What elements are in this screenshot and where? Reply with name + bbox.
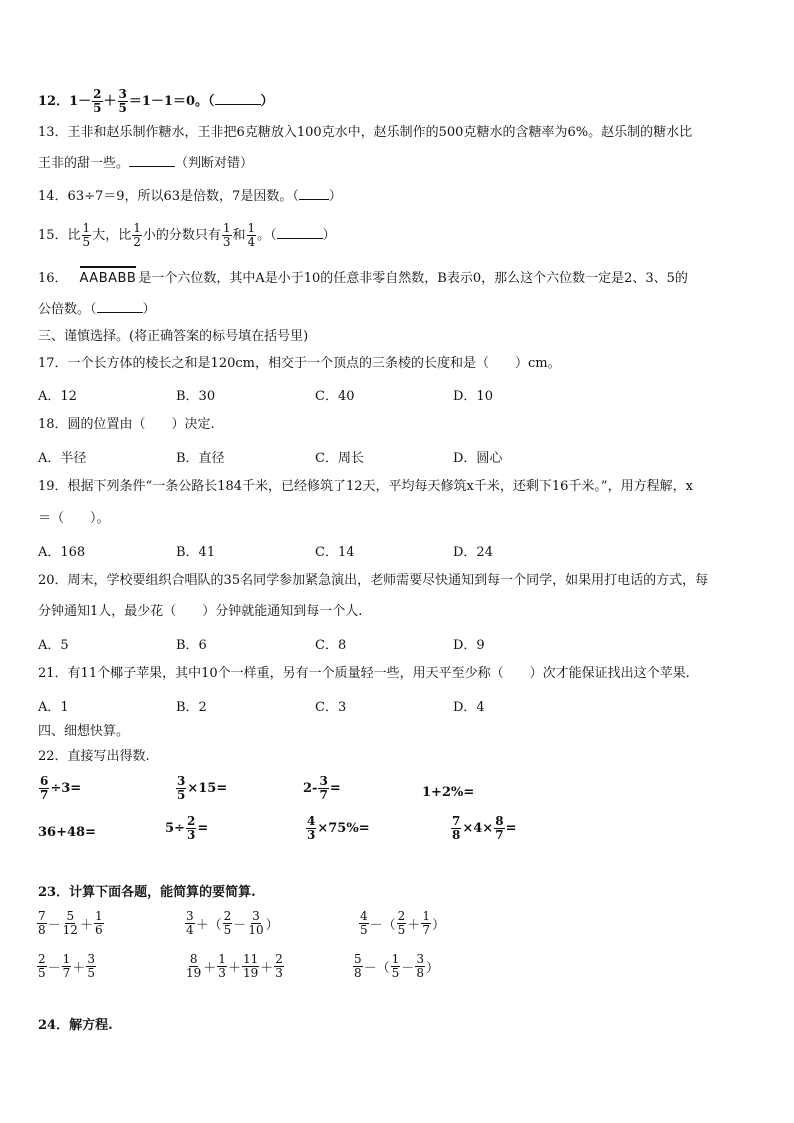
question-15: 15．比 $\frac{1}{5}$ 大，比 $\frac{1}{2}$ 小的分数只有 $\frac{1}{3}$ 和 $\frac{1}{4}$ 。（ ） [38,221,336,249]
answer-blank[interactable] [299,187,329,200]
option-b[interactable]: B．41 [176,545,216,560]
answer-blank[interactable] [97,300,143,313]
question-19-line1: 19．根据下列条件“一条公路长184千米，已经修筑了12天，平均每天修筑x千米，还剩下16千米。”，用方程解，x [38,479,693,494]
fraction: $\frac{1}{2}$ [133,221,141,249]
option-a[interactable]: A．1 [38,700,69,715]
option-b[interactable]: B．6 [176,638,207,653]
question-20-line1: 20．周末，学校要组织合唱队的35名同学参加紧急演出，老师需要尽快通知到每一个同学，如果用打电话的方式，每 [38,573,709,588]
calc-item: $\frac{3}{5}$ ×15= [177,774,228,802]
calc-item: 5÷ $\frac{2}{3}$ = [165,814,209,842]
option-d[interactable]: D．9 [453,638,485,653]
answer-blank[interactable] [215,92,261,105]
question-13-line2: 王非的甜一些。 （判断对错） [38,156,254,171]
fraction: $\frac{2}{5}$ [93,87,102,115]
option-b[interactable]: B．2 [176,700,207,715]
calc-item: 2- $\frac{3}{7}$ = [303,774,341,802]
option-d[interactable]: D．24 [453,545,493,560]
expression: $\frac{3}{4}$ ＋（ $\frac{2}{5}$ － $\frac{3}{10}$ ） [186,909,279,937]
expression: $\frac{2}{5}$ － $\frac{1}{7}$ ＋ $\frac{3}{5}$ [38,952,95,980]
option-d[interactable]: D．4 [453,700,485,715]
overlined-number: AABABB [80,266,137,288]
fraction: $\frac{3}{5}$ [118,87,127,115]
option-b[interactable]: B．30 [176,389,216,404]
calc-item: $\frac{6}{7}$ ÷3= [40,774,82,802]
question-12: 12．1－ $\frac{2}{5}$ ＋ $\frac{3}{5}$ ＝1－1＝0。（ ） [38,87,274,115]
question-14: 14．63÷7＝9，所以63是倍数，7是因数。（ ） [38,189,342,204]
calc-item: 1+2%= [422,785,475,800]
section-3-title: 三、谨慎选择。(将正确答案的标号填在括号里) [38,329,309,344]
question-18: 18．圆的位置由（ ）决定. [38,417,215,432]
option-c[interactable]: C．3 [315,700,347,715]
option-d[interactable]: D．圆心 [453,451,503,466]
calc-item: $\frac{4}{3}$ ×75%= [307,814,370,842]
option-c[interactable]: C．14 [315,545,355,560]
question-24-title: 24．解方程. [38,1018,113,1033]
section-4-title: 四、细想快算。 [38,724,130,739]
question-22-title: 22．直接写出得数. [38,749,150,764]
expression: $\frac{8}{19}$ ＋ $\frac{1}{3}$ ＋ $\frac{11}{19}$ ＋ $\frac{2}{3}$ [186,952,283,980]
question-13-line1: 13．王非和赵乐制作糖水，王非把6克糖放入100克水中，赵乐制作的500克糖水的含糖率为6%。赵乐制的糖水比 [38,125,693,140]
calc-item: $\frac{7}{8}$ ×4× $\frac{8}{7}$ = [452,814,517,842]
option-d[interactable]: D．10 [453,389,493,404]
answer-blank[interactable] [129,154,175,167]
question-23-title: 23．计算下面各题，能简算的要简算. [38,885,256,900]
option-a[interactable]: A．5 [38,638,69,653]
option-a[interactable]: A．12 [38,389,77,404]
option-c[interactable]: C．8 [315,638,347,653]
expression: $\frac{7}{8}$ － $\frac{5}{12}$ ＋ $\frac{1}{6}$ [38,909,103,937]
fraction: $\frac{1}{5}$ [82,221,91,249]
answer-blank[interactable] [277,226,323,239]
option-a[interactable]: A．半径 [38,451,87,466]
option-b[interactable]: B．直径 [176,451,225,466]
fraction: $\frac{1}{4}$ [247,221,256,249]
question-20-line2: 分钟通知1人，最少花（ ）分钟就能通知到每一个人. [38,604,363,619]
question-16-line2: 公倍数。（ ） [38,302,156,317]
expression: $\frac{5}{8}$ －（ $\frac{1}{5}$ － $\frac{3}{8}$ ） [354,952,439,980]
option-a[interactable]: A．168 [38,545,86,560]
option-c[interactable]: C．40 [315,389,355,404]
question-19-line2: ＝（ ）。 [38,511,110,526]
expression: $\frac{4}{5}$ －（ $\frac{2}{5}$ ＋ $\frac{1}{7}$ ） [360,909,445,937]
question-17: 17．一个长方体的棱长之和是120cm，相交于一个顶点的三条棱的长度和是（ ）cm。 [38,356,561,371]
calc-item: 36+48= [38,825,96,840]
question-16-line1: 16． AABABB 是一个六位数，其中A是小于10的任意非零自然数，B表示0，那么这个六位数一定是2、3、5的 [38,266,688,288]
fraction: $\frac{1}{3}$ [222,221,231,249]
question-21: 21．有11个椰子苹果，其中10个一样重，另有一个质量轻一些，用天平至少称（ ）次才能保证找出这个苹果. [38,666,690,681]
option-c[interactable]: C．周长 [315,451,364,466]
